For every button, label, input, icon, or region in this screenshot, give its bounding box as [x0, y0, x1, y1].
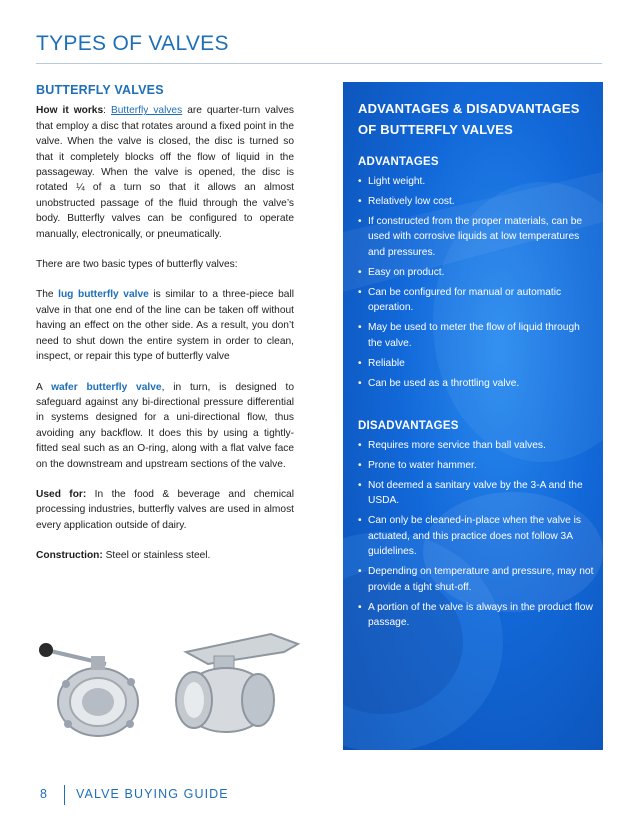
disadvantage-item: • Depending on temperature and pressure, may not provide a tight shut-off. [358, 566, 594, 593]
lug-prefix: The [36, 289, 59, 301]
used-for-label: Used for: [36, 488, 87, 500]
how-it-works-label: How it works [36, 105, 104, 117]
lug-paragraph [36, 287, 294, 364]
how-it-works-text: are quarter-turn valves that employ a disc that rotates around a fixed point in the valve. When the valve is closed, the disc is turned so that it completely blocks off the flow of liquid in the passageway. When the valve is opened, the disc is rotated ¼ of a turn so that it allows an almost unobstructed passage of the fluid through the valve’s body. Butterfly valves can be configured to operate manually, electronically, or pneumatically. [36, 105, 294, 240]
butterfly-valves-link[interactable]: Butterfly valves [110, 105, 183, 117]
disadvantage-item: • Can only be cleaned-in-place when the valve is actuated, and this practice does not follow 3A guidelines. [358, 515, 581, 558]
butterfly-valve-photos [36, 612, 306, 742]
bullet: • [358, 357, 362, 369]
bullet: • [358, 515, 362, 527]
butterfly-valve-photo-left [39, 643, 138, 736]
section-heading: BUTTERFLY VALVES [36, 83, 164, 97]
disadvantage-item: • A portion of the valve is always in the product flow passage. [358, 601, 593, 629]
advantage-item: • Can be used as a throttling valve. [358, 376, 594, 391]
butterfly-valve-photo-right [176, 634, 298, 732]
advantage-item: • Relatively low cost. [358, 194, 594, 209]
wafer-butterfly-valve-link[interactable]: wafer butterfly valve [51, 381, 162, 393]
disadvantage-item: • Prone to water hammer. [358, 458, 594, 473]
bullet: • [358, 460, 362, 472]
page-title: TYPES OF VALVES [36, 32, 229, 55]
types-intro: There are two basic types of butterfly valves: [36, 259, 238, 271]
wafer-text: , in turn, is designed to safeguard against any bi-directional pressure differential in systems designed for a uni-directional flow, thus avoiding any backflow. It does this by using a tightly-fitted seal such as an O-ring, along with a flat valve face on the downstream and upstream sections of the valve. [36, 381, 294, 470]
lug-butterfly-valve-link[interactable]: lug butterfly valve [58, 289, 149, 301]
main-text-column [36, 83, 294, 579]
bullet: • [358, 440, 362, 452]
bullet: • [358, 322, 362, 334]
disadvantages-list [358, 438, 594, 630]
wafer-prefix: A [36, 381, 52, 393]
bullet: • [358, 176, 362, 187]
how-it-works-paragraph: How it works: Butterfly valves are quarter-turn valves that employ a disc that rotates around a fixed point in the valve. When the valve is closed, the disc is turned so that it completely blocks off the flow of liquid in the passageway. When the valve is opened, the disc is rotated ¼ of a turn so that it allows an almost unobstructed passage of the fluid through the valve’s body. Butterfly valves can be configured to operate manually, electronically, or pneumatically. [36, 105, 294, 240]
bullet: • [358, 566, 362, 578]
lug-text: is similar to a three-piece ball valve in that one end of the line can be taken off without having an effect on the other side. As a result, you don’t need to shut down the entire system in order to clean, inspect, or repair this type of butterfly valve [36, 289, 294, 363]
wafer-paragraph [36, 380, 294, 472]
advantages-heading: ADVANTAGES [358, 156, 439, 168]
footer-divider [64, 785, 65, 805]
construction-label: Construction: [36, 550, 103, 562]
bullet: • [358, 216, 362, 227]
advantage-item: • Easy on product. [358, 265, 594, 280]
construction-text: Steel or stainless steel. [102, 550, 211, 562]
construction-paragraph [36, 548, 294, 563]
advantage-item: • If constructed from the proper materials, can be used with corrosive liquids at low temperatures and pressures. [358, 216, 583, 258]
guide-title: VALVE BUYING GUIDE [76, 787, 229, 801]
bullet: • [358, 266, 362, 278]
disadvantages-heading: DISADVANTAGES [358, 420, 459, 433]
panel-content [358, 98, 594, 635]
disadvantage-item: • Not deemed a sanitary valve by the 3-A and the USDA. [358, 480, 583, 507]
used-for-paragraph [36, 487, 294, 533]
bullet: • [358, 601, 362, 613]
title-divider [36, 63, 602, 64]
advantages-list [358, 174, 594, 391]
bullet: • [358, 196, 362, 207]
page-number: 8 [40, 787, 47, 801]
bullet: • [358, 286, 362, 298]
used-for-text: In the food & beverage and chemical processing industries, butterfly valves are used in almost every application outside of dairy. [36, 488, 294, 531]
panel-title-line-1: ADVANTAGES & DISADVANTAGES [358, 101, 580, 116]
advantage-item: • Reliable [358, 356, 594, 371]
bullet: • [358, 480, 362, 492]
advantage-item: • Can be configured for manual or automatic operation. [358, 286, 562, 314]
panel-title-line-2: OF BUTTERFLY VALVES [358, 122, 514, 137]
disadvantage-item: • Requires more service than ball valves. [358, 438, 594, 453]
bullet: • [358, 377, 362, 389]
advantages-disadvantages-panel [343, 82, 603, 750]
advantage-item: • May be used to meter the flow of liquid through the valve. [358, 322, 580, 349]
advantage-item: • Light weight. [358, 174, 594, 189]
panel-title [358, 98, 594, 140]
